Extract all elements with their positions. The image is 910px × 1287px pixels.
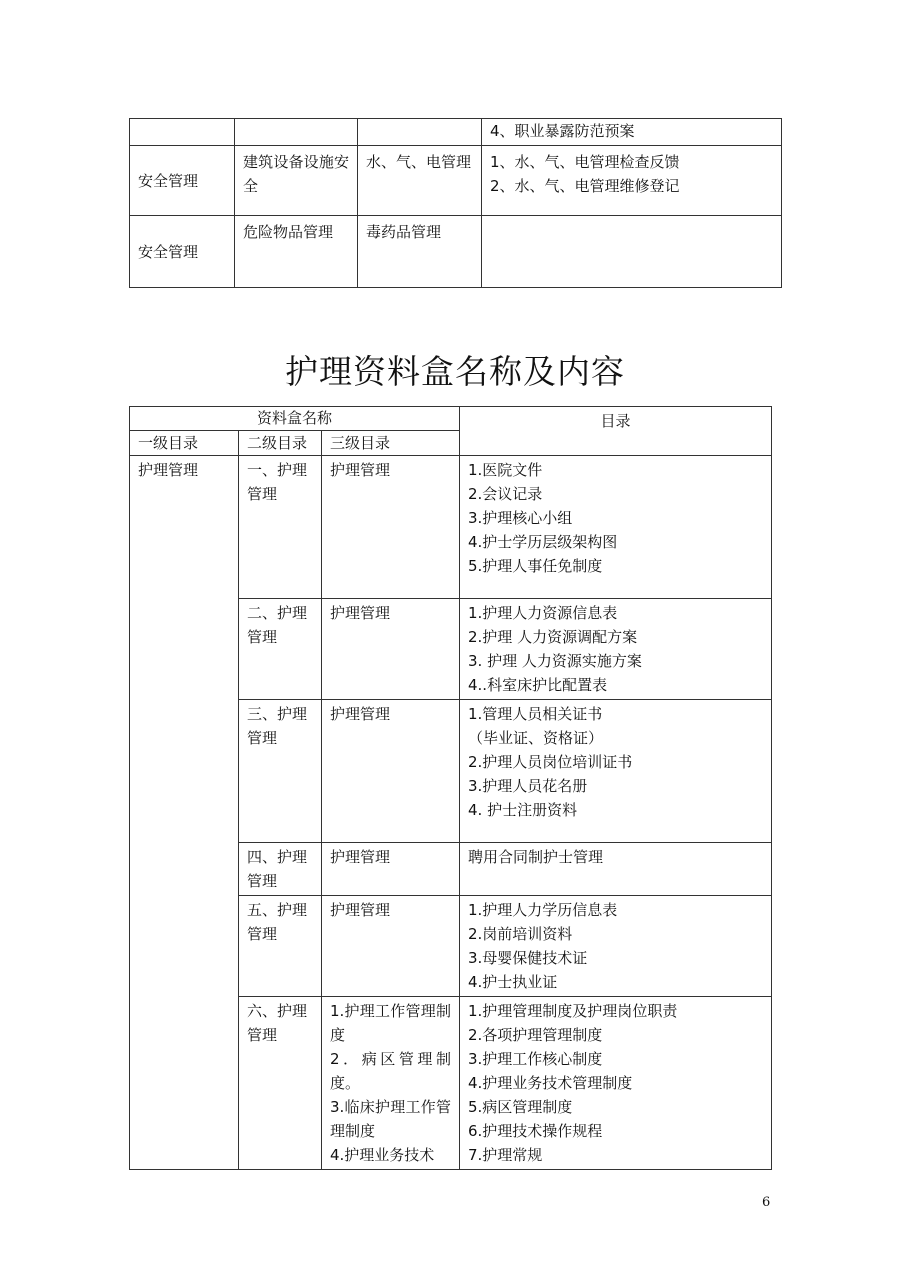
catalog-cell <box>460 700 772 843</box>
nursing-box-table <box>129 406 772 1170</box>
catalog-cell <box>460 997 772 1170</box>
level2-cell: 四、护理管理 <box>239 843 322 896</box>
table-cell: 水、气、电管理 <box>358 146 482 216</box>
list-item: 6.护理技术操作规程 <box>468 1122 603 1140</box>
header-catalog: 目录 <box>460 407 772 456</box>
list-item: 1.护理人力资源信息表 <box>468 604 618 622</box>
level3-cell <box>322 843 460 896</box>
level2-cell: 一、护理管理 <box>239 456 322 599</box>
table-cell <box>235 119 358 146</box>
list-item: 2.岗前培训资料 <box>468 925 573 943</box>
table-header-row <box>130 407 772 431</box>
list-item: （毕业证、资格证） <box>468 729 604 747</box>
page-number: 6 <box>762 1195 771 1210</box>
list-item: 2.各项护理管理制度 <box>468 1026 603 1044</box>
header-box-name: 资料盒名称 <box>130 407 460 431</box>
list-item: 护理管理 <box>330 848 391 866</box>
list-item: 1.护理人力学历信息表 <box>468 901 618 919</box>
list-item: 5.病区管理制度 <box>468 1098 573 1116</box>
level2-cell: 二、护理管理 <box>239 599 322 700</box>
list-item: 1.医院文件 <box>468 461 543 479</box>
list-item: 1、水、气、电管理检查反馈 <box>490 153 680 171</box>
list-item: 3. 护理 人力资源实施方案 <box>468 652 642 670</box>
list-item: 3.护理核心小组 <box>468 509 573 527</box>
list-item: 护理管理 <box>330 461 391 479</box>
level1-cell: 护理管理 <box>130 456 239 1170</box>
list-item: 5.护理人事任免制度 <box>468 557 603 575</box>
catalog-cell <box>460 599 772 700</box>
list-item: 护理管理 <box>330 604 391 622</box>
list-item: 4.护理业务技术管理制度 <box>468 1074 633 1092</box>
table-row <box>130 456 772 599</box>
table-cell <box>358 119 482 146</box>
list-item: 4..科室床护比配置表 <box>468 676 608 694</box>
table-cell <box>482 146 782 216</box>
page-title: 护理资料盒名称及内容 <box>285 352 625 391</box>
table-row <box>130 146 782 216</box>
table-cell: 安全管理 <box>130 216 235 288</box>
list-item: 护理管理 <box>330 901 391 919</box>
table-cell: 危险物品管理 <box>235 216 358 288</box>
header-level2: 二级目录 <box>239 431 322 456</box>
list-item: 2.护理人员岗位培训证书 <box>468 753 633 771</box>
list-item: 3.护理工作核心制度 <box>468 1050 603 1068</box>
table-row <box>130 216 782 288</box>
level3-cell <box>322 700 460 843</box>
level3-cell <box>322 456 460 599</box>
list-item: 2.会议记录 <box>468 485 543 503</box>
list-item: 3.护理人员花名册 <box>468 777 588 795</box>
table-cell: 毒药品管理 <box>358 216 482 288</box>
list-item: 1.护理管理制度及护理岗位职责 <box>468 1002 678 1020</box>
list-item: 4. 护士注册资料 <box>468 801 578 819</box>
safety-management-table <box>129 118 782 288</box>
table-cell: 建筑设备设施安全 <box>235 146 358 216</box>
list-item: 2、水、气、电管理维修登记 <box>490 177 680 195</box>
level3-cell <box>322 997 460 1170</box>
list-item: 4.护理业务技术 <box>330 1146 435 1164</box>
table-row <box>130 119 782 146</box>
header-level3: 三级目录 <box>322 431 460 456</box>
list-item: 7.护理常规 <box>468 1146 543 1164</box>
list-item: 聘用合同制护士管理 <box>468 848 604 866</box>
catalog-cell <box>460 896 772 997</box>
table-cell: 安全管理 <box>130 146 235 216</box>
level3-cell <box>322 599 460 700</box>
list-item: 1.护理工作管理制度 <box>330 1002 451 1044</box>
list-item: 2.护理 人力资源调配方案 <box>468 628 638 646</box>
level2-cell: 五、护理管理 <box>239 896 322 997</box>
list-item: 4.护士执业证 <box>468 973 558 991</box>
table-cell <box>130 119 235 146</box>
level3-cell <box>322 896 460 997</box>
list-item: 3.母婴保健技术证 <box>468 949 588 967</box>
level2-cell: 三、护理管理 <box>239 700 322 843</box>
table-cell <box>482 216 782 288</box>
list-item: 1.管理人员相关证书 <box>468 705 603 723</box>
list-item: 护理管理 <box>330 705 391 723</box>
level2-cell: 六、护理管理 <box>239 997 322 1170</box>
header-level1: 一级目录 <box>130 431 239 456</box>
catalog-cell <box>460 456 772 599</box>
catalog-cell <box>460 843 772 896</box>
table-cell <box>482 119 782 146</box>
list-item: 4、职业暴露防范预案 <box>490 122 635 140</box>
list-item: 2．病区管理制度。 <box>330 1050 451 1092</box>
list-item: 4.护士学历层级架构图 <box>468 533 618 551</box>
list-item: 3.临床护理工作管理制度 <box>330 1098 451 1140</box>
